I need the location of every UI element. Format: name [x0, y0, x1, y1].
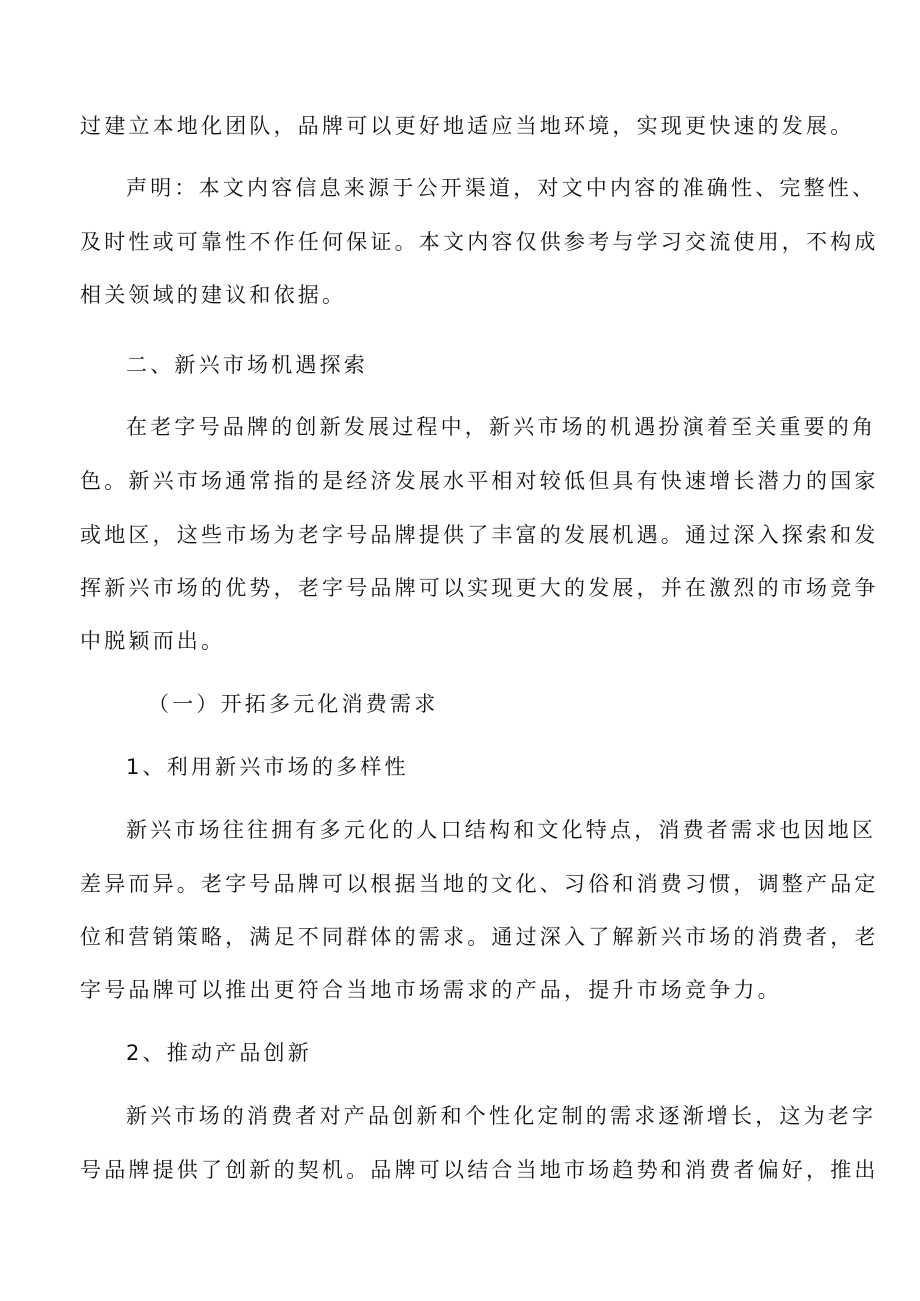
disclaimer-line: 声明：本文内容信息来源于公开渠道，对文中内容的准确性、完整性、 — [126, 176, 877, 200]
item-1-heading: 1、利用新兴市场的多样性 — [126, 755, 409, 779]
intro-line: 中脱颖而出。 — [80, 629, 226, 653]
item-2-line: 号品牌提供了创新的契机。品牌可以结合当地市场趋势和消费者偏好，推出 — [80, 1158, 879, 1182]
intro-line: 在老字号品牌的创新发展过程中，新兴市场的机遇扮演着至关重要的角 — [126, 415, 877, 439]
item-1-line: 位和营销策略，满足不同群体的需求。通过深入了解新兴市场的消费者，老 — [80, 925, 879, 949]
subsection-heading: （一）开拓多元化消费需求 — [148, 692, 439, 716]
item-1-line: 新兴市场往往拥有多元化的人口结构和文化特点，消费者需求也因地区 — [126, 818, 877, 842]
intro-line: 或地区，这些市场为老字号品牌提供了丰富的发展机遇。通过深入探索和发 — [80, 523, 879, 547]
item-2-line: 新兴市场的消费者对产品创新和个性化定制的需求逐渐增长，这为老字 — [126, 1104, 877, 1128]
item-2-heading: 2、推动产品创新 — [126, 1041, 312, 1065]
section-heading: 二、新兴市场机遇探索 — [126, 353, 368, 377]
disclaimer-line: 相关领域的建议和依据。 — [80, 283, 347, 307]
intro-line: 挥新兴市场的优势，老字号品牌可以实现更大的发展，并在激烈的市场竞争 — [80, 576, 879, 600]
item-1-line: 字号品牌可以推出更符合当地市场需求的产品，提升市场竞争力。 — [80, 978, 782, 1002]
disclaimer-line: 及时性或可靠性不作任何保证。本文内容仅供参考与学习交流使用，不构成 — [80, 230, 879, 254]
intro-line: 色。新兴市场通常指的是经济发展水平相对较低但具有快速增长潜力的国家 — [80, 469, 879, 493]
item-1-line: 差异而异。老字号品牌可以根据当地的文化、习俗和消费习惯，调整产品定 — [80, 872, 879, 896]
continuation-line: 过建立本地化团队，品牌可以更好地适应当地环境，实现更快速的发展。 — [80, 114, 855, 138]
